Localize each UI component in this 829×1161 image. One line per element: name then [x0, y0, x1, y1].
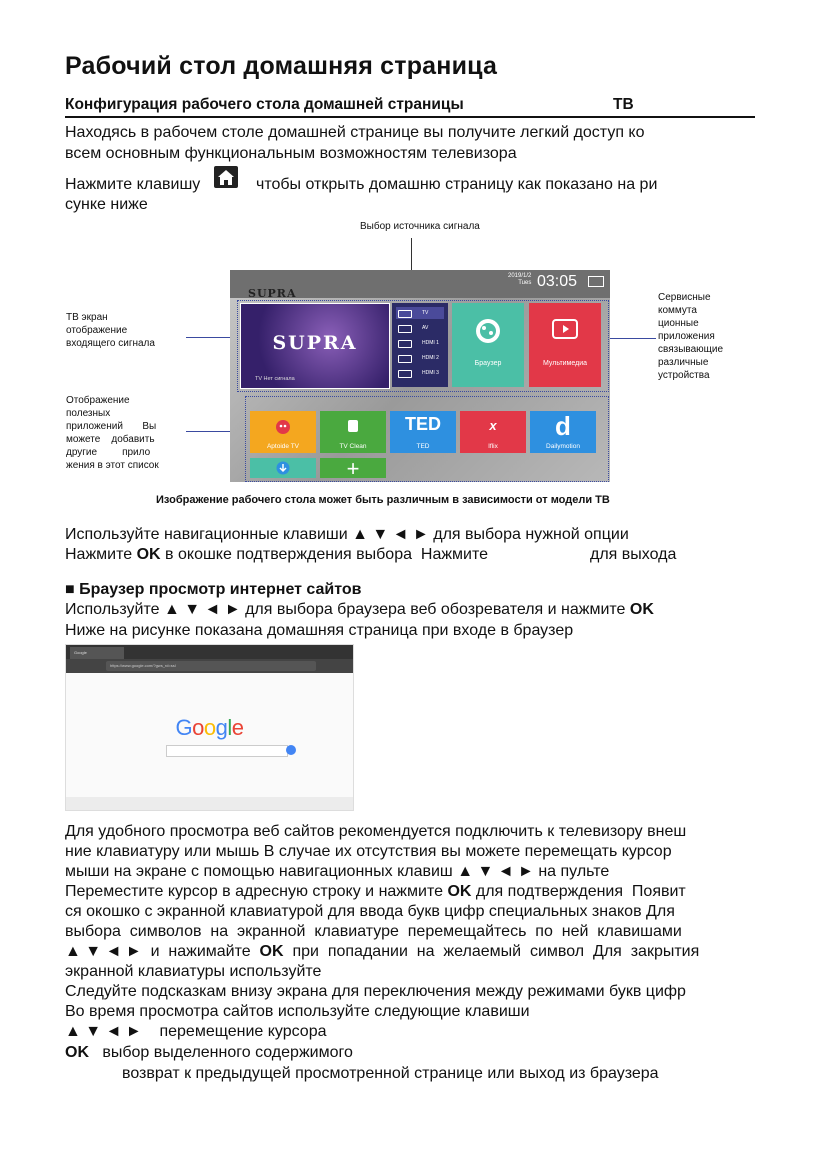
section-heading: Конфигурация рабочего стола домашней страницы	[65, 96, 464, 113]
callout-apps-line: жения в этот список	[66, 460, 159, 471]
app-tile-aptoide[interactable]	[250, 411, 316, 453]
callout-services-line: ционные	[658, 318, 699, 329]
callout-apps-line-mark	[186, 431, 236, 432]
intro-line-2: всем основным функциональным возможностям телевизора	[65, 145, 517, 162]
callout-source-line	[411, 238, 412, 270]
nav-line-1: Используйте навигационные клавиши ▲ ▼ ◄ ► для выбора нужной опции	[65, 526, 629, 543]
browser-text: Используйте ▲ ▼ ◄ ► для выбора браузера веб обозревателя и нажмите	[65, 601, 630, 618]
add-app-tile[interactable]	[320, 456, 386, 481]
callout-apps-line: другие прило	[66, 447, 151, 458]
keys-ok-line	[65, 1043, 353, 1063]
ok-key: OK	[447, 883, 472, 900]
callout-apps-line: приложений Вы	[66, 421, 157, 432]
callout-apps-line: полезных	[66, 408, 111, 419]
ok-key: OK	[629, 601, 654, 618]
heading-rule	[65, 116, 755, 118]
google-search-button[interactable]	[286, 745, 296, 755]
browser-tabbar	[66, 645, 353, 659]
hdmi-icon	[398, 370, 412, 378]
google-search-input[interactable]	[166, 745, 288, 757]
arrows-text: при попадании на желаемый символ Для закрытия	[283, 943, 700, 960]
source-list[interactable]	[392, 303, 448, 387]
nav-text: Нажмите	[65, 546, 137, 563]
wifi-icon	[588, 276, 604, 287]
nav-exit: для выхода	[590, 546, 677, 563]
app-tile-label: Dailymotion	[546, 443, 580, 450]
callout-services-line: приложения	[658, 331, 715, 342]
home-key-icon	[214, 166, 238, 188]
hdmi-icon	[398, 355, 412, 363]
browser-icon	[474, 317, 502, 345]
app-tile-tvclean[interactable]	[320, 411, 386, 453]
tv-screen-preview[interactable]	[240, 303, 390, 389]
body2-line-1: ся окошко с экранной клавиатурой для ввода букв цифр специальных знаков Для	[65, 903, 675, 920]
source-label: HDMI 2	[422, 355, 439, 361]
tv-brand-logo: SUPRA	[248, 287, 297, 300]
callout-services	[658, 291, 723, 382]
app-tile-dailymotion[interactable]	[530, 411, 596, 453]
source-label: AV	[422, 325, 429, 331]
aptoide-icon	[275, 418, 291, 434]
source-item[interactable]	[396, 307, 444, 319]
app-tile-label: Aptoide TV	[266, 443, 300, 450]
nav-text: в окошке подтверждения выбора Нажмите	[160, 546, 489, 563]
browser-heading: ■ Браузер просмотр интернет сайтов	[65, 581, 362, 598]
nav-line-2	[65, 545, 488, 565]
source-label: TV	[422, 310, 429, 316]
multimedia-tile[interactable]	[529, 303, 601, 387]
plus-icon: +	[346, 456, 360, 481]
callout-tv-screen-line: входящего сигнала	[66, 338, 155, 349]
move-line	[65, 882, 686, 902]
callout-services-line: коммута	[658, 305, 697, 316]
app-tile-label: Iflix	[488, 443, 498, 450]
keys-arrows: ▲ ▼ ◄ ► перемещение курсора	[65, 1023, 327, 1040]
source-item[interactable]	[396, 337, 444, 349]
image-caption: Изображение рабочего стола может быть различным в зависимости от модели ТВ	[156, 494, 610, 506]
body3-line-2: Следуйте подсказкам внизу экрана для переключения между режимами букв цифр	[65, 983, 686, 1000]
app-tile-ted[interactable]	[390, 411, 456, 453]
callout-apps	[66, 394, 178, 472]
body-line-1: Для удобного просмотра веб сайтов рекомендуется подключить к телевизору внеш	[65, 823, 687, 840]
callout-source: Выбор источника сигнала	[360, 221, 480, 232]
source-label: HDMI 1	[422, 340, 439, 346]
source-item[interactable]	[396, 322, 444, 334]
keys-back-desc: возврат к предыдущей просмотренной странице или выход из браузера	[122, 1065, 659, 1082]
callout-services-line: Сервисные	[658, 292, 711, 303]
callout-tv-screen	[66, 311, 155, 350]
download-tile[interactable]	[250, 458, 316, 478]
press-home-before: Нажмите клавишу	[65, 176, 201, 193]
callout-services-line: связывающие	[658, 344, 724, 355]
browser-screenshot	[65, 644, 354, 811]
source-label: HDMI 3	[422, 370, 439, 376]
browser-line-1	[65, 600, 654, 620]
source-icon	[398, 310, 412, 318]
iflix-icon: x	[489, 418, 497, 433]
tv-screen-tag: TV Нет сигнала	[255, 376, 295, 382]
move-text: для подтверждения Появит	[471, 883, 686, 900]
ok-key: OK	[65, 1044, 89, 1061]
tv-clock: 03:05	[537, 273, 578, 290]
body-line-2: ние клавиатуру или мышь В случае их отсутствия вы можете перемещать курсор	[65, 843, 672, 860]
google-footer	[66, 797, 353, 810]
browser-tile[interactable]	[452, 303, 524, 387]
press-home-cont: сунке ниже	[65, 196, 148, 213]
hdmi-icon	[398, 340, 412, 348]
source-item[interactable]	[396, 352, 444, 364]
tv-home-screenshot	[230, 270, 610, 482]
tv-date: 2019/1/2 Tues	[508, 273, 532, 286]
callout-services-line: различные	[658, 357, 709, 368]
browser-url[interactable]: https://www.google.com/?gws_rd=ssl	[106, 661, 316, 671]
callout-tv-screen-line: ТВ экран	[66, 312, 108, 323]
multimedia-tile-label: Мультимедиа	[543, 360, 587, 367]
browser-address-bar	[66, 659, 353, 673]
body3-line-1: экранной клавиатуры используйте	[65, 963, 322, 980]
intro-line-1: Находясь в рабочем столе домашней странице вы получите легкий доступ ко	[65, 124, 645, 141]
broom-icon	[346, 418, 360, 434]
browser-tile-label: Браузер	[474, 360, 502, 367]
move-text: Переместите курсор в адресную строку и нажмите	[65, 883, 448, 900]
callout-apps-line: Отображение	[66, 395, 130, 406]
browser-line-2: Ниже на рисунке показана домашняя страница при входе в браузер	[65, 622, 574, 639]
google-logo: Google	[175, 715, 244, 740]
app-tile-label: TV Clean	[339, 443, 367, 450]
callout-services-line-mark	[604, 338, 656, 339]
callout-services-line: устройства	[658, 370, 710, 381]
multimedia-icon	[552, 319, 578, 341]
arrows-line	[65, 942, 699, 962]
tv-screen-logo: SUPRA	[272, 332, 358, 354]
browser-tab[interactable]: Google	[70, 647, 124, 659]
source-item[interactable]	[396, 367, 444, 379]
body3-line-3: Во время просмотра сайтов используйте следующие клавиши	[65, 1003, 530, 1020]
section-heading-tail: ТВ	[613, 96, 634, 113]
callout-tv-screen-line: отображение	[66, 325, 128, 336]
body2-line-2: выбора символов на экранной клавиатуре перемещайтесь по ней клавишами	[65, 923, 682, 940]
keys-ok-desc: выбор выделенного содержимого	[89, 1044, 353, 1061]
callout-apps-line: можете добавить	[66, 434, 155, 445]
source-icon	[398, 325, 412, 333]
ted-logo: TED	[405, 414, 441, 434]
app-tile-label: TED	[416, 443, 430, 450]
dailymotion-icon: d	[555, 411, 571, 441]
press-home-after: чтобы открыть домашню страницу как показано на ри	[256, 176, 658, 193]
page-title: Рабочий стол домашняя страница	[65, 52, 498, 80]
ok-key: OK	[136, 546, 161, 563]
arrows-text: ▲ ▼ ◄ ► и нажимайте	[65, 943, 260, 960]
body-line-3: мыши на экране с помощью навигационных клавиш ▲ ▼ ◄ ► на пульте	[65, 863, 610, 880]
download-icon	[276, 461, 290, 475]
app-tile-iflix[interactable]	[460, 411, 526, 453]
ok-key: OK	[259, 943, 284, 960]
